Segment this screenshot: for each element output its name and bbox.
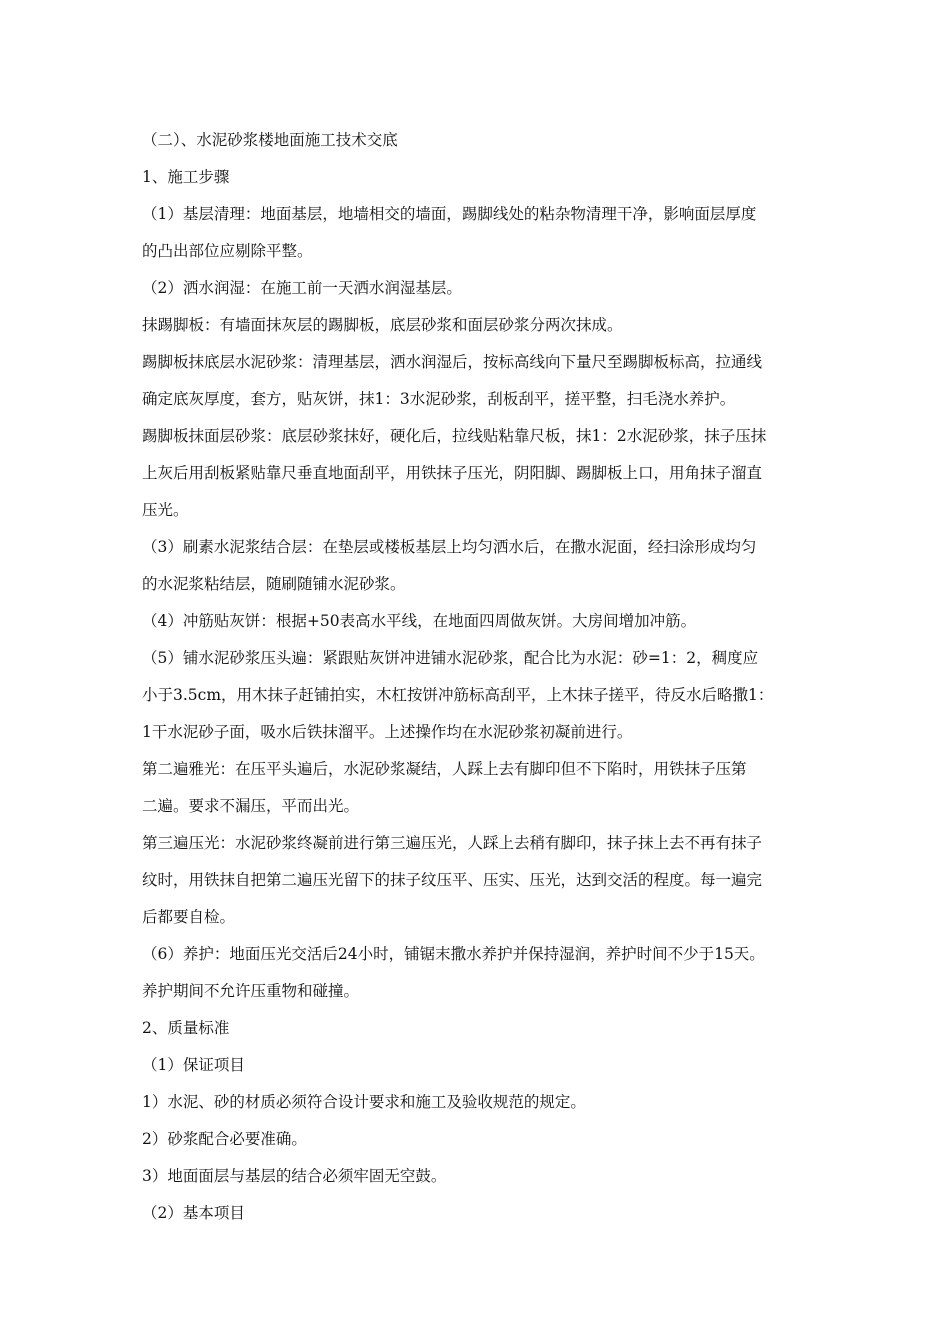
paragraph-line: 踢脚板抹底层水泥砂浆：清理基层，洒水润湿后，按标高线向下量尺至踢脚板标高，拉通线 [142, 353, 763, 371]
paragraph-line: 1干水泥砂子面，吸水后铁抹溜平。上述操作均在水泥砂浆初凝前进行。 [142, 723, 633, 741]
paragraph-line: 的水泥浆粘结层，随刷随铺水泥砂浆。 [142, 575, 406, 593]
paragraph-line: （5）铺水泥砂浆压头遍：紧跟贴灰饼冲进铺水泥砂浆，配合比为水泥：砂=1：2，稠度应 [142, 649, 759, 667]
paragraph-line: （4）冲筋贴灰饼：根据+50表高水平线，在地面四周做灰饼。大房间增加冲筋。 [142, 612, 697, 630]
list-item: 1）水泥、砂的材质必须符合设计要求和施工及验收规范的规定。 [142, 1093, 586, 1111]
subsection-heading: 2、质量标准 [142, 1019, 230, 1037]
paragraph-line: （1）基层清理：地面基层，地墙相交的墙面，踢脚线处的粘杂物清理干净，影响面层厚度 [142, 205, 757, 223]
paragraph-line: 压光。 [142, 501, 189, 519]
paragraph-line: （6）养护：地面压光交活后24小时，铺锯末撒水养护并保持湿润，养护时间不少于15天。 [142, 945, 765, 963]
paragraph-line: 的凸出部位应剔除平整。 [142, 242, 313, 260]
list-item: 2）砂浆配合必要准确。 [142, 1130, 307, 1148]
paragraph-line: 小于3.5cm，用木抹子赶铺拍实，木杠按饼冲筋标高刮平，上木抹子搓平，待反水后略撒1： [142, 686, 774, 704]
paragraph-line: 第三遍压光：水泥砂浆终凝前进行第三遍压光，人踩上去稍有脚印，抹子抹上去不再有抹子 [142, 834, 763, 852]
paragraph-line: 养护期间不允许压重物和碰撞。 [142, 982, 360, 1000]
document-body [142, 122, 810, 1232]
paragraph-line: 纹时，用铁抹自把第二遍压光留下的抹子纹压平、压实、压光，达到交活的程度。每一遍完 [142, 871, 763, 889]
section-heading: （二）、水泥砂浆楼地面施工技术交底 [142, 131, 398, 149]
paragraph-line: 上灰后用刮板紧贴靠尺垂直地面刮平，用铁抹子压光，阴阳脚、踢脚板上口，用角抹子溜直 [142, 464, 763, 482]
paragraph-line: 第二遍雅光：在压平头遍后，水泥砂浆凝结，人踩上去有脚印但不下陷时，用铁抹子压第 [142, 760, 747, 778]
subsection-heading: 1、施工步骤 [142, 168, 230, 186]
paragraph-line: 二遍。要求不漏压，平而出光。 [142, 797, 360, 815]
paragraph-line: 抹踢脚板：有墙面抹灰层的踢脚板，底层砂浆和面层砂浆分两次抹成。 [142, 316, 623, 334]
list-heading: （1）保证项目 [142, 1056, 245, 1074]
list-heading: （2）基本项目 [142, 1204, 245, 1222]
paragraph-line: （2）洒水润湿：在施工前一天洒水润湿基层。 [142, 279, 462, 297]
paragraph-line: （3）刷素水泥浆结合层：在垫层或楼板基层上均匀洒水后，在撒水泥面，经扫涂形成均匀 [142, 538, 757, 556]
paragraph-line: 后都要自检。 [142, 908, 236, 926]
paragraph-line: 确定底灰厚度，套方，贴灰饼，抹1：3水泥砂浆，刮板刮平，搓平整，扫毛浇水养护。 [142, 390, 736, 408]
list-item: 3）地面面层与基层的结合必须牢固无空鼓。 [142, 1167, 447, 1185]
paragraph-line: 踢脚板抹面层砂浆：底层砂浆抹好，硬化后，拉线贴粘靠尺板，抹1：2水泥砂浆，抹子压抹 [142, 427, 767, 445]
